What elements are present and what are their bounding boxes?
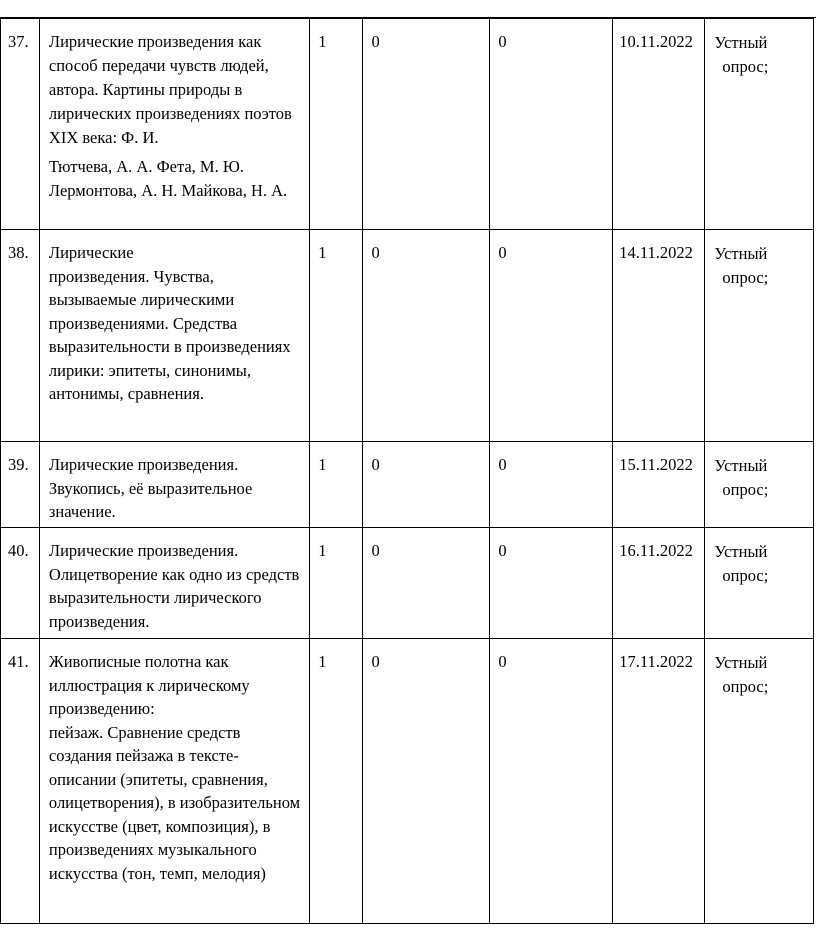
hours-tests: 0 — [363, 639, 490, 924]
lesson-date: 17.11.2022 — [613, 639, 705, 924]
lesson-topic-text-cont: пейзаж. Сравнение средств создания пейзажа в тексте-описании (эпитеты, сравнения, олицетворения), в изобразительном искусстве (цвет, композиция), в произведениях музыкального искусства (тон, темп, мелодия) — [48, 722, 301, 883]
lesson-topic-text-cont: произведения. Чувства, вызываемые лирическими произведениями. Средства выразительности в произведениях лирики: эпитеты, синонимы, антонимы, сравнения. — [48, 266, 291, 403]
control-form — [705, 230, 814, 442]
hours-practice: 0 — [490, 230, 613, 442]
hours-tests: 0 — [363, 528, 490, 639]
lesson-number: 37. — [1, 19, 40, 230]
table-row — [1, 19, 814, 230]
lesson-number: 41. — [1, 639, 40, 924]
control-form-line2: опрос; — [722, 56, 769, 76]
lesson-number: 38. — [1, 230, 40, 442]
hours-practice: 0 — [490, 528, 613, 639]
table-row — [1, 639, 814, 924]
lesson-topic — [39, 639, 309, 924]
lesson-topic-text: Лирические произведения. Звукопись, её выразительное значение. — [48, 455, 253, 521]
lesson-date: 10.11.2022 — [613, 19, 705, 230]
lesson-plan-table — [0, 18, 814, 924]
control-form — [705, 19, 814, 230]
table-row — [1, 230, 814, 442]
hours-total: 1 — [310, 19, 363, 230]
lesson-number: 40. — [1, 528, 40, 639]
control-form-line1: Устный — [714, 244, 768, 263]
lesson-date: 15.11.2022 — [613, 442, 705, 528]
lesson-topic — [39, 19, 309, 230]
hours-tests: 0 — [363, 19, 490, 230]
hours-total: 1 — [310, 230, 363, 442]
control-form-line1: Устный — [714, 33, 768, 52]
hours-total: 1 — [310, 639, 363, 924]
lesson-number: 39. — [1, 442, 40, 528]
lesson-topic-text: Лирические — [48, 243, 134, 262]
hours-total: 1 — [310, 442, 363, 528]
lesson-topic — [39, 230, 309, 442]
lesson-topic — [39, 528, 309, 639]
lesson-topic-text: Живописные полотна как иллюстрация к лирическому произведению: — [48, 652, 250, 718]
control-form — [705, 639, 814, 924]
control-form-line1: Устный — [714, 456, 768, 475]
control-form-line1: Устный — [714, 653, 768, 672]
control-form — [705, 528, 814, 639]
hours-practice: 0 — [490, 19, 613, 230]
lesson-topic-text: Лирические произведения. Олицетворение как одно из средств выразительности лирического произведения. — [48, 541, 300, 631]
control-form-line2: опрос; — [722, 676, 769, 696]
lesson-date: 14.11.2022 — [613, 230, 705, 442]
lesson-topic-text: Лирические произведения как способ передачи чувств людей, автора. Картины природы в лирических произведениях поэтов XIX века: Ф. И. — [48, 32, 292, 147]
hours-tests: 0 — [363, 230, 490, 442]
control-form — [705, 442, 814, 528]
table-row — [1, 528, 814, 639]
table-row — [1, 442, 814, 528]
lesson-topic-text-cont: Тютчева, А. А. Фета, М. Ю. Лермонтова, А. Н. Майкова, Н. А. — [48, 157, 288, 200]
hours-practice: 0 — [490, 442, 613, 528]
control-form-line2: опрос; — [722, 565, 769, 585]
hours-practice: 0 — [490, 639, 613, 924]
lesson-topic — [39, 442, 309, 528]
control-form-line1: Устный — [714, 542, 768, 561]
hours-total: 1 — [310, 528, 363, 639]
control-form-line2: опрос; — [722, 479, 769, 499]
control-form-line2: опрос; — [722, 267, 769, 287]
hours-tests: 0 — [363, 442, 490, 528]
lesson-date: 16.11.2022 — [613, 528, 705, 639]
